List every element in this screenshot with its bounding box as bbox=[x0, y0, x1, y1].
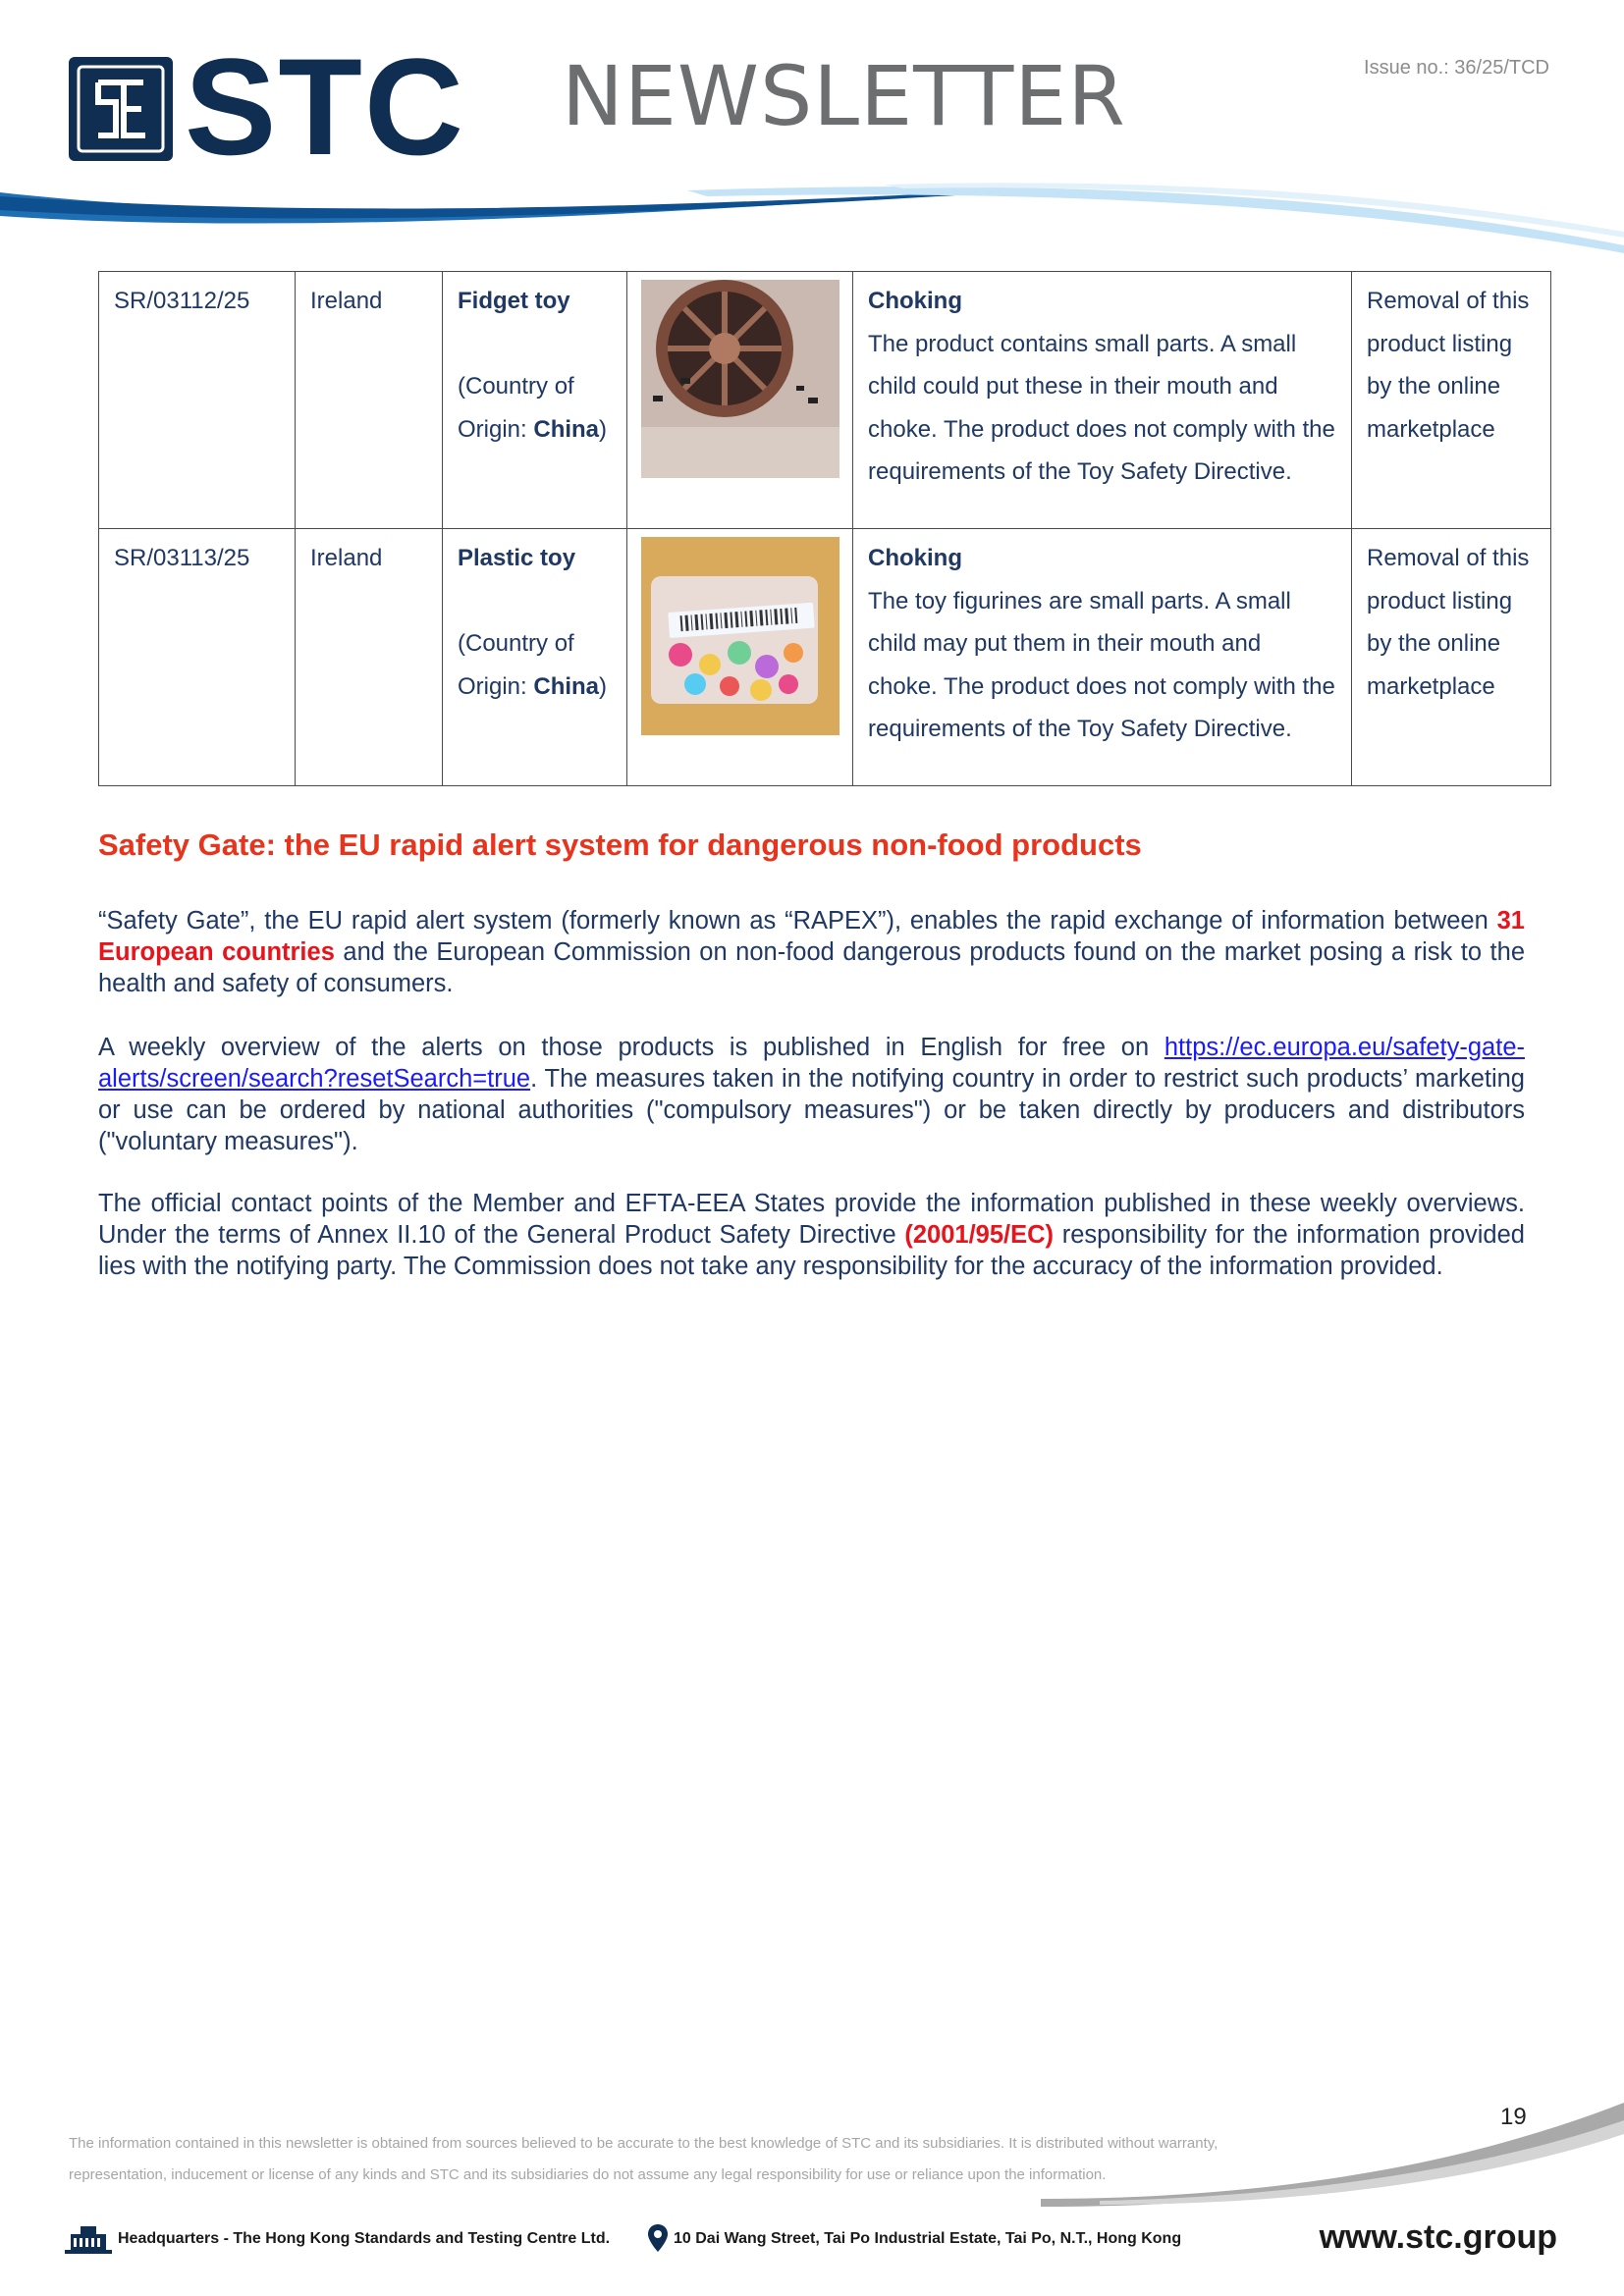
paragraph-text: The official contact points of the Member and EFTA-EEA States provide the information published in these weekly overviews. Under the terms of Annex II.10 of the General Product Safety Directive bbox=[98, 1190, 1525, 1249]
disclaimer: The information contained in this newsletter is obtained from sources believed to be accurate to the best knowledge of STC and its subsidiaries. It is distributed without warranty, representation, inducement or license of any kinds and STC and its subsidiaries do not assume any legal responsibility for use or reliance upon the information. bbox=[69, 2135, 1218, 2183]
newsletter-title: NEWSLETTER bbox=[562, 48, 1126, 144]
safety-gate-link[interactable]: https://ec.europa.eu/safety-gate-alerts/screen/search?resetSearch=true bbox=[98, 1034, 1525, 1093]
risk-cell bbox=[853, 272, 1352, 529]
table-row bbox=[99, 529, 1551, 786]
risk-type: Choking bbox=[868, 545, 962, 571]
risk-description: The product contains small parts. A small child could put these in their mouth and choke. The product does not comply with the requirements of the Toy Safety Directive. bbox=[868, 330, 1335, 485]
notifying-country: Ireland bbox=[296, 272, 443, 529]
product-cell bbox=[443, 272, 627, 529]
paragraph-weekly-overview bbox=[98, 1032, 1525, 1157]
location-pin-icon bbox=[648, 2224, 668, 2252]
highlight-countries: 31 European countries bbox=[98, 907, 1525, 966]
plastic-toy-photo-icon bbox=[641, 537, 839, 735]
section-heading: Safety Gate: the EU rapid alert system for dangerous non-food products bbox=[98, 828, 1142, 862]
product-cell bbox=[443, 529, 627, 786]
origin-close: ) bbox=[599, 672, 608, 700]
fidget-toy-photo-icon bbox=[641, 280, 839, 478]
paragraph-text: “Safety Gate”, the EU rapid alert system (formerly known as “RAPEX”), enables the rapid exchange of information between bbox=[98, 907, 1497, 934]
logo-text: STC bbox=[185, 29, 465, 184]
measures-taken: Removal of this product listing by the online marketplace bbox=[1352, 529, 1551, 786]
paragraph-text: A weekly overview of the alerts on those products is published in English for free on bbox=[98, 1034, 1164, 1061]
origin-close: ) bbox=[599, 415, 608, 443]
table-row bbox=[99, 272, 1551, 529]
issue-number: Issue no.: 36/25/TCD bbox=[1364, 57, 1549, 79]
risk-cell bbox=[853, 529, 1352, 786]
highlight-directive: (2001/95/EC) bbox=[904, 1221, 1055, 1249]
stc-logo-emblem bbox=[69, 57, 173, 161]
origin-label: (Country of Origin: bbox=[458, 630, 574, 700]
measures-taken: Removal of this product listing by the online marketplace bbox=[1352, 272, 1551, 529]
building-icon bbox=[65, 2224, 112, 2254]
website-url[interactable]: www.stc.group bbox=[1319, 2218, 1557, 2256]
paragraph-contact-points bbox=[98, 1188, 1525, 1282]
product-name: Plastic toy bbox=[458, 545, 576, 571]
header-swoosh bbox=[0, 177, 1624, 255]
paragraph-text: responsibility for the information provided lies with the notifying party. The Commission does not take any responsibility for the accuracy of the information provided. bbox=[98, 1221, 1525, 1280]
risk-description: The toy figurines are small parts. A small child may put them in their mouth and choke. The product does not comply with the requirements of the Toy Safety Directive. bbox=[868, 587, 1335, 742]
notifying-country: Ireland bbox=[296, 529, 443, 786]
origin-country: China bbox=[533, 672, 600, 700]
paragraph-safety-gate bbox=[98, 905, 1525, 999]
origin-country: China bbox=[533, 415, 600, 443]
headquarters-text: Headquarters - The Hong Kong Standards and Testing Centre Ltd. bbox=[118, 2230, 611, 2247]
product-image-cell bbox=[627, 272, 853, 529]
stc-emblem-icon bbox=[69, 57, 173, 161]
paragraph-text: . The measures taken in the notifying country in order to restrict such products’ marketing or use can be ordered by national authorities ("compulsory measures") or be taken directly by producers and distributors ("voluntary measures"). bbox=[98, 1065, 1525, 1155]
footer-bar bbox=[65, 2218, 1557, 2264]
page-number: 19 bbox=[1500, 2104, 1527, 2130]
origin-label: (Country of Origin: bbox=[458, 373, 574, 443]
address-text: 10 Dai Wang Street, Tai Po Industrial Estate, Tai Po, N.T., Hong Kong bbox=[674, 2230, 1182, 2247]
product-name: Fidget toy bbox=[458, 288, 570, 314]
paragraph-text: and the European Commission on non-food dangerous products found on the market posing a risk to the health and safety of consumers. bbox=[98, 938, 1525, 997]
alert-table bbox=[98, 271, 1551, 786]
alert-ref: SR/03112/25 bbox=[99, 272, 296, 529]
risk-type: Choking bbox=[868, 288, 962, 314]
product-image-cell bbox=[627, 529, 853, 786]
alert-ref: SR/03113/25 bbox=[99, 529, 296, 786]
